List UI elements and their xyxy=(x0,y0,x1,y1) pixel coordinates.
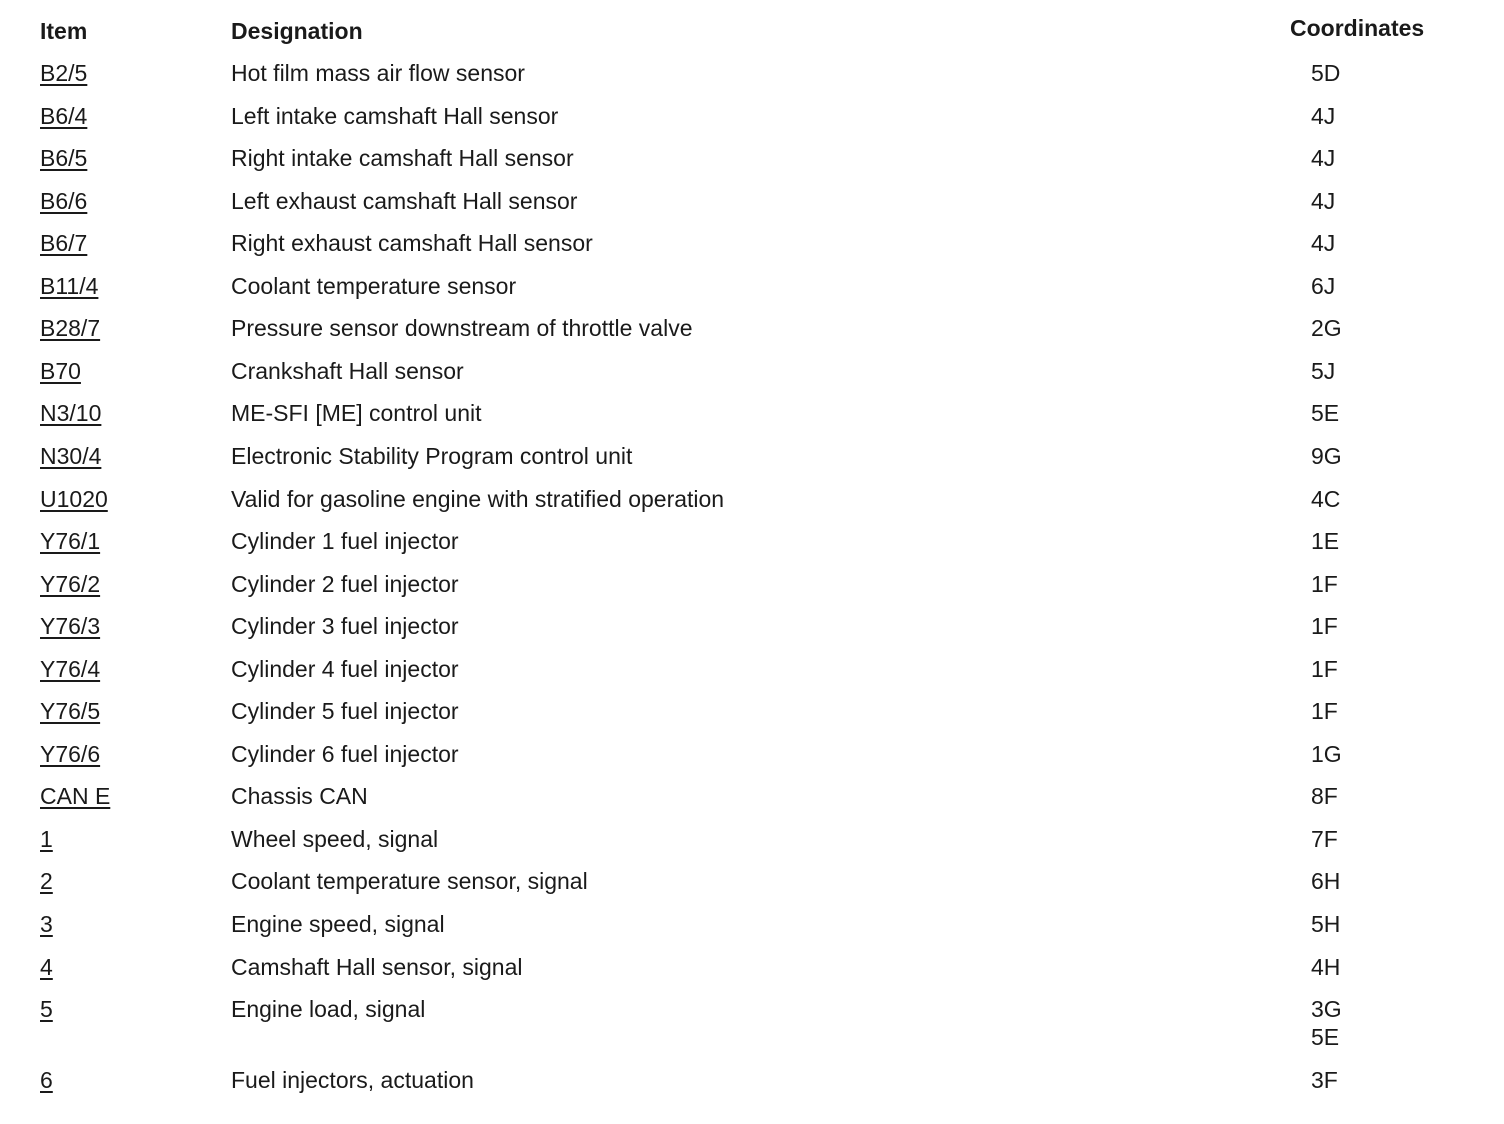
designation-text: Engine load, signal xyxy=(231,996,426,1022)
coordinate-value: 7F xyxy=(1311,826,1338,852)
coordinates-cell xyxy=(1311,144,1335,172)
coordinate-value: 1G xyxy=(1311,741,1342,767)
coordinate-value: 4J xyxy=(1311,230,1336,256)
designation-text: Electronic Stability Program control unit xyxy=(231,443,633,469)
coordinate-value: 1F xyxy=(1311,698,1338,724)
coordinates-cell xyxy=(1311,740,1342,768)
coordinates-cell xyxy=(1311,102,1335,130)
coordinates-cell xyxy=(1311,314,1342,342)
coordinates-cell xyxy=(1311,825,1338,853)
item-link[interactable]: N3/10 xyxy=(40,400,102,426)
coordinate-value: 1F xyxy=(1311,571,1338,597)
designation-text: Cylinder 6 fuel injector xyxy=(231,741,459,767)
designation-text: Wheel speed, signal xyxy=(231,826,439,852)
designation-text: Cylinder 3 fuel injector xyxy=(231,613,459,639)
coordinates-cell xyxy=(1311,782,1338,810)
coordinate-value: 4J xyxy=(1311,145,1336,171)
coordinate-value: 6J xyxy=(1311,273,1336,299)
designation-text: Camshaft Hall sensor, signal xyxy=(231,954,523,980)
designation-text: Coolant temperature sensor xyxy=(231,273,517,299)
item-link[interactable]: B70 xyxy=(40,358,81,384)
designation-text: Fuel injectors, actuation xyxy=(231,1067,474,1093)
coordinate-value: 4J xyxy=(1311,103,1336,129)
designation-text: Hot film mass air flow sensor xyxy=(231,60,525,86)
coordinates-cell xyxy=(1311,697,1338,725)
item-link[interactable]: N30/4 xyxy=(40,443,102,469)
coordinate-value: 4J xyxy=(1311,188,1336,214)
item-link[interactable]: B6/7 xyxy=(40,230,88,256)
coordinate-value: 5E xyxy=(1311,1024,1340,1050)
item-link[interactable]: Y76/5 xyxy=(40,698,101,724)
item-link[interactable]: Y76/1 xyxy=(40,528,101,554)
header-designation: Designation xyxy=(231,18,363,44)
item-link[interactable]: 3 xyxy=(40,911,53,937)
designation-text: Cylinder 4 fuel injector xyxy=(231,656,459,682)
item-link[interactable]: B28/7 xyxy=(40,315,101,341)
coordinate-value: 1F xyxy=(1311,656,1338,682)
designation-text: Left exhaust camshaft Hall sensor xyxy=(231,188,578,214)
item-link[interactable]: 1 xyxy=(40,826,53,852)
item-link[interactable]: 4 xyxy=(40,954,53,980)
header-coordinates: Coordinates xyxy=(1290,15,1425,41)
item-link[interactable]: B2/5 xyxy=(40,60,88,86)
designation-text: Cylinder 2 fuel injector xyxy=(231,571,459,597)
item-link[interactable]: 5 xyxy=(40,996,53,1022)
coordinate-value: 1E xyxy=(1311,528,1340,554)
item-link[interactable]: Y76/6 xyxy=(40,741,101,767)
item-link[interactable]: CAN E xyxy=(40,783,111,809)
coordinate-value: 5H xyxy=(1311,911,1341,937)
item-link[interactable]: B11/4 xyxy=(40,273,99,299)
coordinate-value: 5D xyxy=(1311,60,1341,86)
coordinate-value: 1F xyxy=(1311,613,1338,639)
coordinates-cell xyxy=(1311,485,1340,513)
coordinate-value: 4H xyxy=(1311,954,1341,980)
coordinates-cell xyxy=(1311,570,1338,598)
designation-text: Crankshaft Hall sensor xyxy=(231,358,464,384)
coordinates-cell xyxy=(1311,953,1340,981)
coordinates-cell xyxy=(1311,612,1338,640)
designation-text: Right intake camshaft Hall sensor xyxy=(231,145,574,171)
coordinates-cell xyxy=(1311,59,1340,87)
item-link[interactable]: B6/4 xyxy=(40,103,88,129)
coordinate-value: 3F xyxy=(1311,1067,1338,1093)
coordinate-value: 8F xyxy=(1311,783,1338,809)
coordinates-cell xyxy=(1311,995,1342,1051)
designation-text: Cylinder 5 fuel injector xyxy=(231,698,459,724)
coordinates-cell xyxy=(1311,1066,1338,1094)
designation-text: Valid for gasoline engine with stratified operation xyxy=(231,486,725,512)
item-link[interactable]: Y76/4 xyxy=(40,656,101,682)
coordinates-cell xyxy=(1311,867,1340,895)
designation-text: Chassis CAN xyxy=(231,783,368,809)
coordinate-value: 5E xyxy=(1311,400,1340,426)
coordinates-cell xyxy=(1311,655,1338,683)
designation-text: Engine speed, signal xyxy=(231,911,445,937)
header-item: Item xyxy=(40,18,88,44)
designation-text: Pressure sensor downstream of throttle valve xyxy=(231,315,693,341)
coordinate-value: 3G xyxy=(1311,996,1342,1022)
coordinate-value: 5J xyxy=(1311,358,1336,384)
designation-text: ME-SFI [ME] control unit xyxy=(231,400,482,426)
item-link[interactable]: 2 xyxy=(40,868,53,894)
coordinates-cell xyxy=(1311,272,1335,300)
item-link[interactable]: B6/6 xyxy=(40,188,88,214)
item-link[interactable]: 6 xyxy=(40,1067,53,1093)
coordinate-value: 9G xyxy=(1311,443,1342,469)
item-link[interactable]: Y76/3 xyxy=(40,613,101,639)
coordinates-cell xyxy=(1311,357,1335,385)
coordinate-value: 6H xyxy=(1311,868,1341,894)
coordinates-cell xyxy=(1311,442,1342,470)
item-link[interactable]: Y76/2 xyxy=(40,571,101,597)
coordinates-cell xyxy=(1311,527,1339,555)
designation-text: Right exhaust camshaft Hall sensor xyxy=(231,230,593,256)
coordinates-cell xyxy=(1311,187,1335,215)
coordinates-cell xyxy=(1311,229,1335,257)
designation-text: Coolant temperature sensor, signal xyxy=(231,868,588,894)
coordinates-cell xyxy=(1311,910,1340,938)
coordinate-value: 4C xyxy=(1311,486,1341,512)
item-link[interactable]: U1020 xyxy=(40,486,108,512)
coordinate-value: 2G xyxy=(1311,315,1342,341)
coordinates-cell xyxy=(1311,399,1339,427)
designation-text: Cylinder 1 fuel injector xyxy=(231,528,459,554)
designation-text: Left intake camshaft Hall sensor xyxy=(231,103,559,129)
item-link[interactable]: B6/5 xyxy=(40,145,88,171)
